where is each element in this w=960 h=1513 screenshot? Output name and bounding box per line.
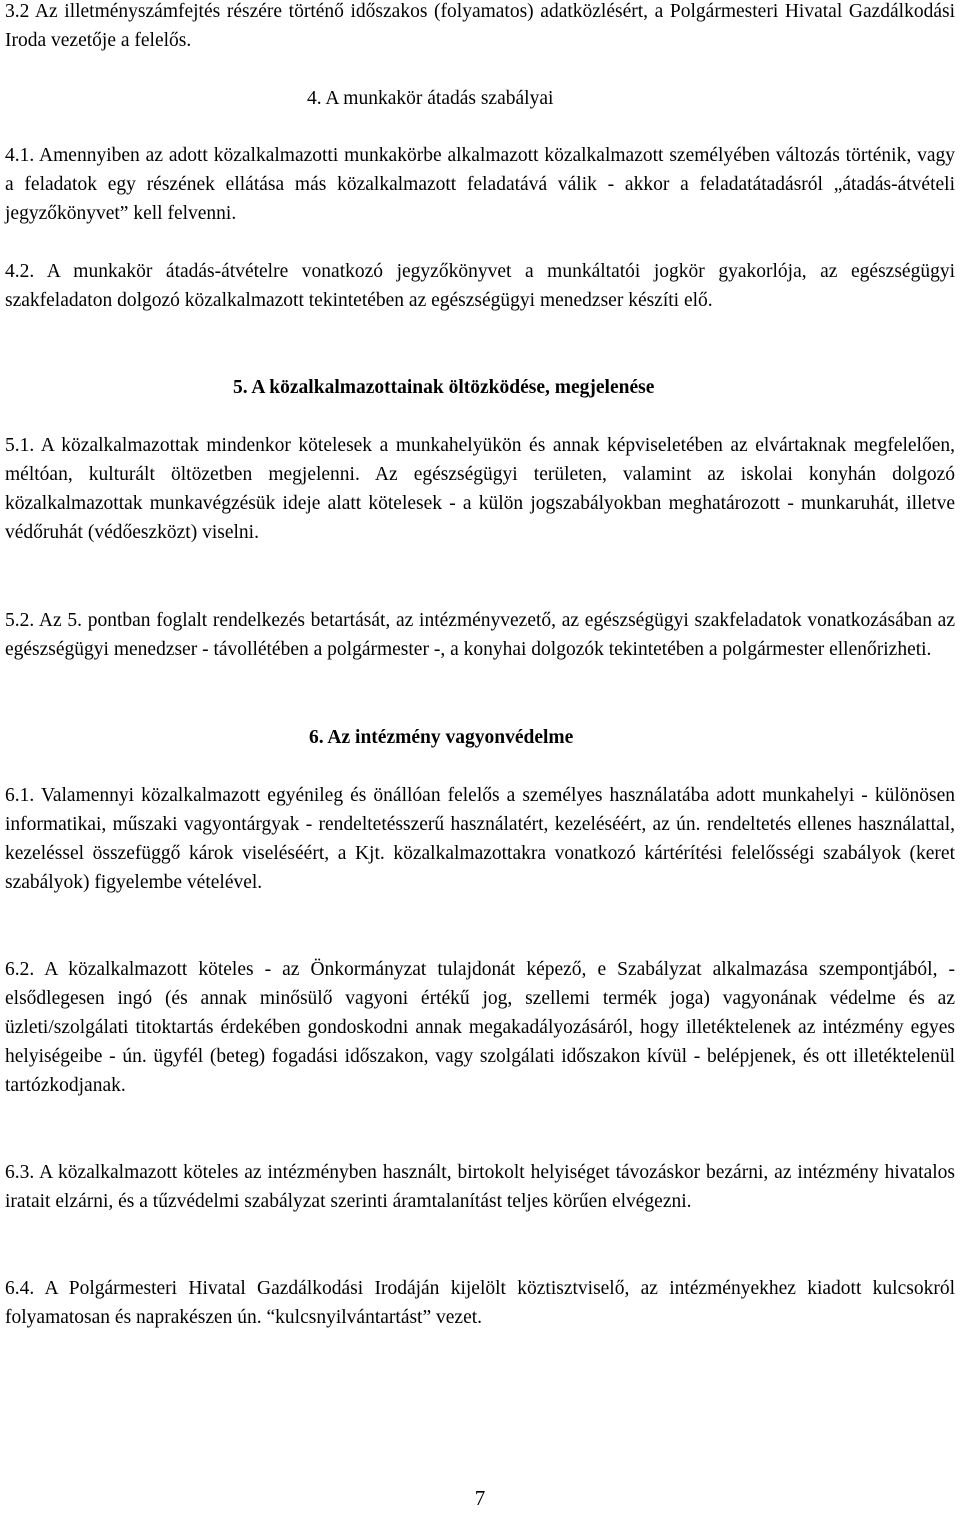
section-heading-6: 6. Az intézmény vagyonvédelme bbox=[309, 727, 574, 748]
paragraph-5-2: 5.2. Az 5. pontban foglalt rendelkezés betartását, az intézményvezető, az egészségügyi szakfeladatok vonatkozásában az egészségügyi menedzser - távollétében a polgármester -, a konyhai dolgozók tekintetében a polgármester ellenőrizheti. bbox=[5, 610, 955, 660]
paragraph-5-1: 5.1. A közalkalmazottak mindenkor kötelesek a munkahelyükön és annak képviseletében az elvártaknak megfelelően, méltóan, kulturált öltözetben megjelenni. Az egészségügyi területen, valamint az iskolai konyhán dolgozó közalkalmazottak munkavégzésük ideje alatt kötelesek - a külön jogszabályokban meghatározott - munkaruhát, illetve védőruhát (védőeszközt) viselni. bbox=[5, 435, 955, 543]
section-heading-4: 4. A munkakör átadás szabályai bbox=[307, 88, 554, 109]
paragraph-6-3: 6.3. A közalkalmazott köteles az intézményben használt, birtokolt helyiséget távozáskor bezárni, az intézmény hivatalos iratait elzárni, és a tűzvédelmi szabályzat szerinti áramtalanítást teljes körűen elvégezni. bbox=[5, 1162, 955, 1212]
page-number: 7 bbox=[474, 1486, 486, 1510]
paragraph-6-1: 6.1. Valamennyi közalkalmazott egyénileg és önállóan felelős a személyes használatába adott munkahelyi - különösen informatikai, műszaki vagyontárgyak - rendeltetésszerű használatért, kezeléséért, az ún. rendeltetés ellenes használattal, kezeléssel összefüggő károk viseléséért, a Kjt. közalkalmazottakra vonatkozó kártérítési felelősségi szabályok (keret szabályok) figyelembe vételével. bbox=[5, 785, 955, 893]
paragraph-4-1: 4.1. Amennyiben az adott közalkalmazotti munkakörbe alkalmazott közalkalmazott személyében változás történik, vagy a feladatok egy részének ellátása más közalkalmazott feladatává válik - akkor a feladatátadásról „átadás-átvételi jegyzőkönyvet” kell felvenni. bbox=[5, 145, 955, 224]
paragraph-6-4: 6.4. A Polgármesteri Hivatal Gazdálkodási Irodáján kijelölt köztisztviselő, az intézményekhez kiadott kulcsokról folyamatosan és naprakészen ún. “kulcsnyilvántartást” vezet. bbox=[5, 1278, 955, 1328]
section-heading-5: 5. A közalkalmazottainak öltözködése, megjelenése bbox=[233, 377, 655, 398]
paragraph-3-2: 3.2 Az illetményszámfejtés részére történő időszakos (folyamatos) adatközlésért, a Polgármesteri Hivatal Gazdálkodási Iroda vezetője a felelős. bbox=[5, 1, 955, 51]
paragraph-6-2: 6.2. A közalkalmazott köteles - az Önkormányzat tulajdonát képező, e Szabályzat alkalmazása szempontjából, - elsődlegesen ingó (és annak minősülő vagyoni értékű jog, szellemi termék joga) vagyonának védelme és az üzleti/szolgálati titoktartás érdekében gondoskodni annak megakadályozásáról, hogy illetéktelenek az intézmény egyes helyiségeibe - ún. ügyfél (beteg) fogadási időszakon, vagy szolgálati időszakon kívül - belépjenek, és ott illetéktelenül tartózkodjanak. bbox=[5, 959, 955, 1096]
paragraph-4-2: 4.2. A munkakör átadás-átvételre vonatkozó jegyzőkönyvet a munkáltatói jogkör gyakorlója, az egészségügyi szakfeladaton dolgozó közalkalmazott tekintetében az egészségügyi menedzser készíti elő. bbox=[5, 261, 955, 311]
